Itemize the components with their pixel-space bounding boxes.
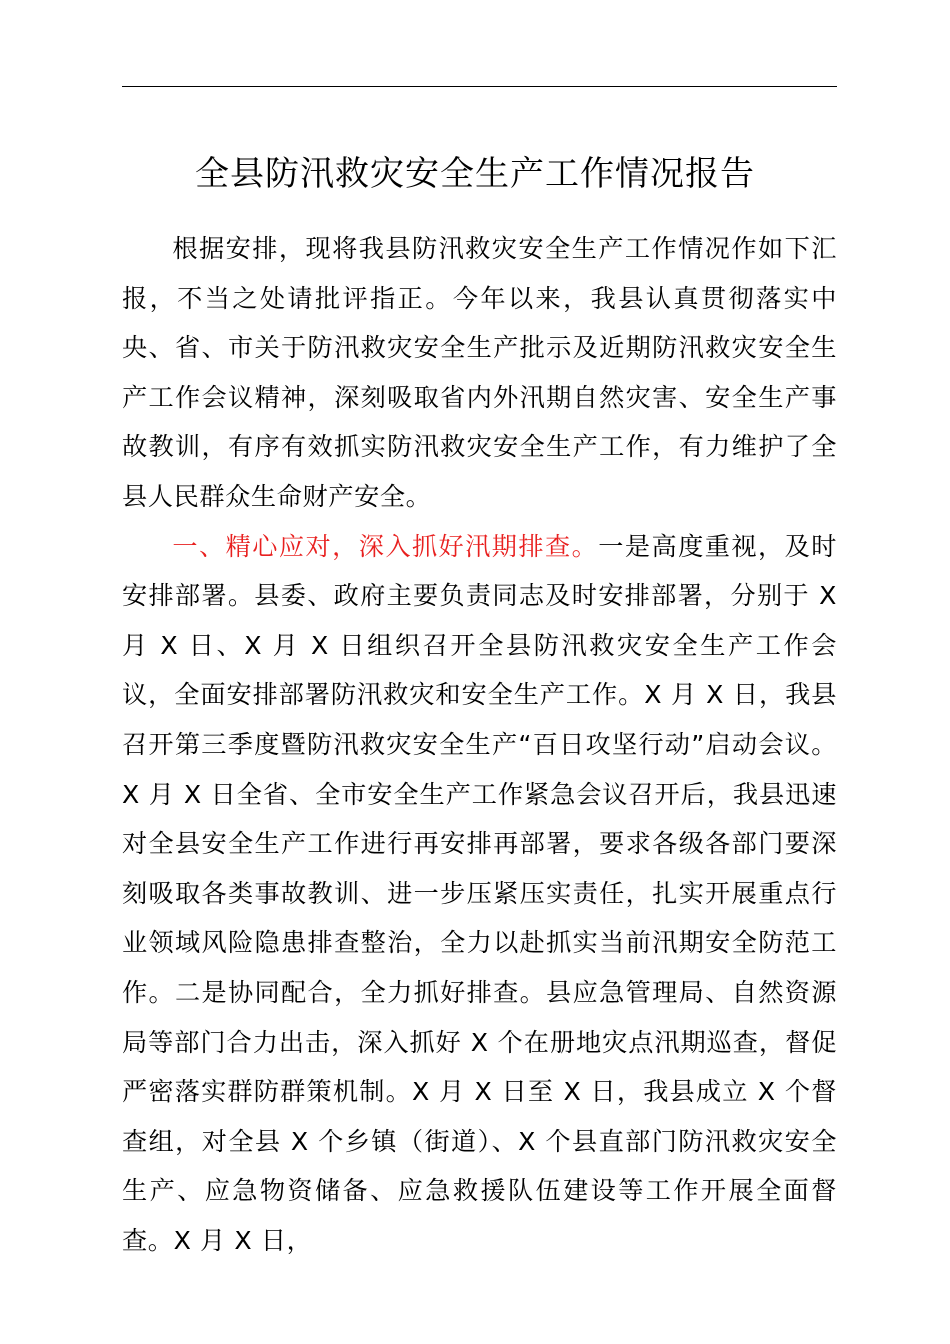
header-rule <box>122 86 837 87</box>
section-1-body: 一是高度重视，及时安排部署。县委、政府主要负责同志及时安排部署，分别于 X 月 X 日、X 月 X 日组织召开全县防汛救灾安全生产工作会议，全面安排部署防汛救灾和安全生产工作。X 月 X 日，我县召开第三季度暨防汛救灾安全生产“百日攻坚行动”启动会议。X 月 X 日全省、全市安全生产工作紧急会议召开后，我县迅速对全县安全生产工作进行再安排再部署，要求各级各部门要深刻吸取各类事故教训、进一步压紧压实责任，扎实开展重点行业领域风险隐患排查整治，全力以赴抓实当前汛期安全防范工作。二是协同配合，全力抓好排查。县应急管理局、自然资源局等部门合力出击，深入抓好 X 个在册地灾点汛期巡查，督促严密落实群防群策机制。X 月 X 日至 X 日，我县成立 X 个督查组，对全县 X 个乡镇（街道）、X 个县直部门防汛救灾安全生产、应急物资储备、应急救援队伍建设等工作开展全面督查。X 月 X 日， <box>122 531 837 1255</box>
section-1-paragraph <box>122 522 837 1266</box>
document-title: 全县防汛救灾安全生产工作情况报告 <box>195 154 755 194</box>
intro-paragraph: 根据安排，现将我县防汛救灾安全生产工作情况作如下汇报，不当之处请批评指正。今年以来，我县认真贯彻落实中央、省、市关于防汛救灾安全生产批示及近期防汛救灾安全生产工作会议精神，深刻吸取省内外汛期自然灾害、安全生产事故教训，有序有效抓实防汛救灾安全生产工作，有力维护了全县人民群众生命财产安全。 <box>122 234 837 511</box>
section-1-heading: 一、精心应对，深入抓好汛期排查。 <box>172 531 599 561</box>
document-body <box>122 224 837 1265</box>
